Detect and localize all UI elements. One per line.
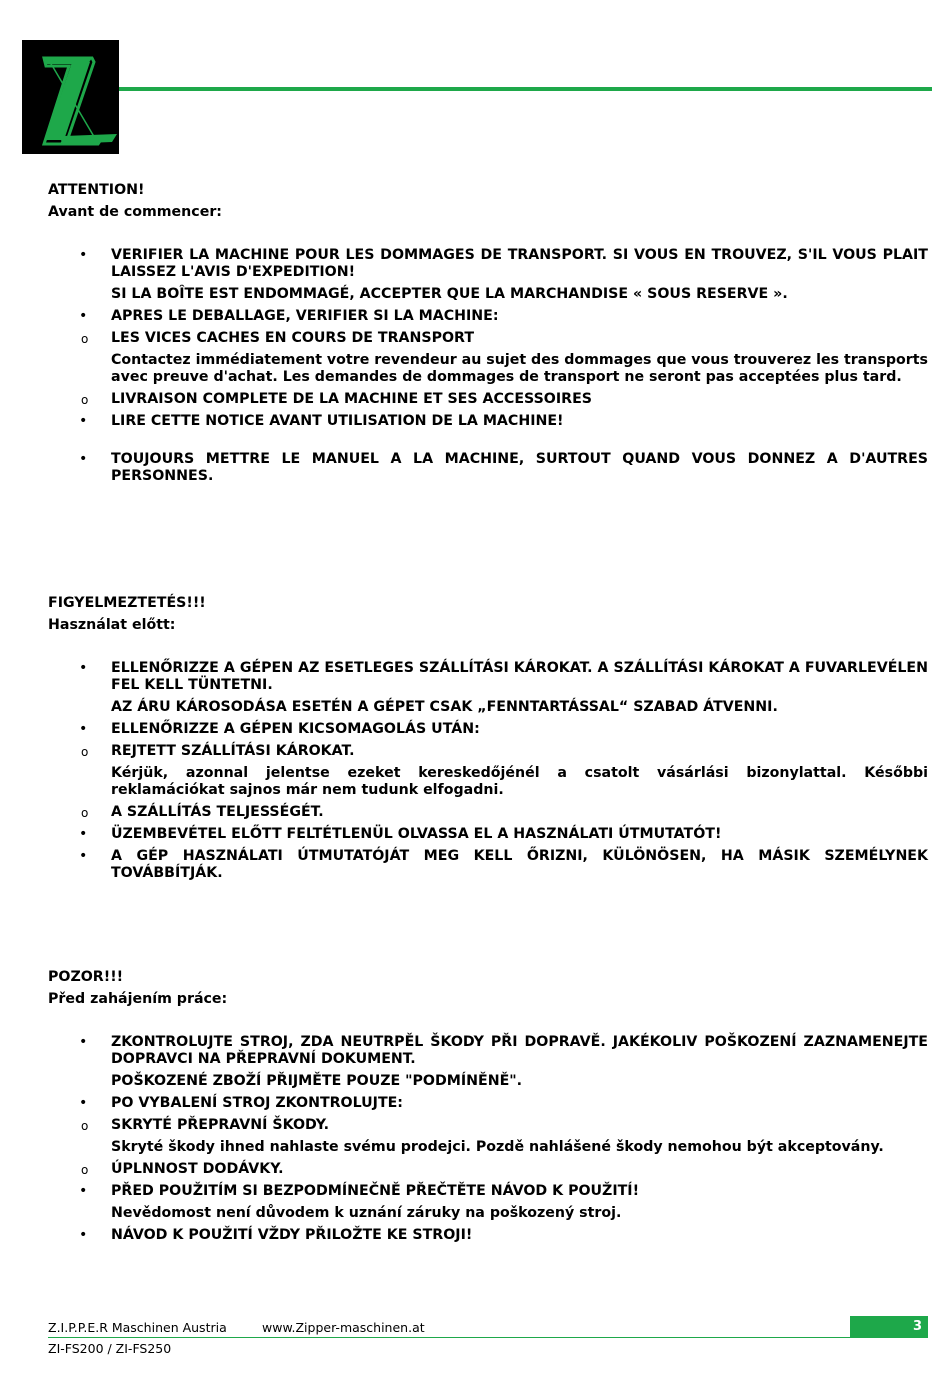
list-item: • A GÉP HASZNÁLATI ÚTMUTATÓJÁT MEG KELL ŐRIZNI, KÜLÖNÖSEN, HA MÁSIK SZEMÉLYNEK TOVÁBBÍTJÁK. [79,848,928,881]
circle-bullet-icon: o [81,332,89,346]
list-item: • APRES LE DEBALLAGE, VERIFIER SI LA MACHINE: o LES VICES CACHES EN COURS DE TRANSPORT Contactez immédiatement votre revendeur au sujet des dommages que vous trouverez les transports avec preuve d'achat. Les demandes de dommages de transport ne seront pas acceptées plus tard. o LIVRAISON COMPLETE DE LA MACHINE ET SES ACCESSOIRES [48,308,928,408]
bullet-icon: • [79,308,88,324]
section-title: FIGYELMEZTETÉS!!! [48,595,206,611]
list-item: • ÜZEMBEVÉTEL ELŐTT FELTÉTLENÜL OLVASSA EL A HASZNÁLATI ÚTMUTATÓT! [79,826,722,842]
section-czech [48,969,928,1249]
list-item: • ELLENŐRIZZE A GÉPEN KICSOMAGOLÁS UTÁN: o REJTETT SZÁLLÍTÁSI KÁROKAT. Kérjük, azonnal jelentse ezeket kereskedőjénél a csatolt vásárlási bizonylattal. Későbbi reklamációkat sajnos már nem tudunk elfogadni. o A SZÁLLÍTÁS TELJESSÉGÉT. [48,721,928,821]
bullet-icon: • [79,413,88,429]
circle-bullet-icon: o [81,393,89,407]
section-subtitle: Avant de commencer: [48,204,222,220]
bullet-icon: • [79,247,88,263]
bullet-icon: • [79,1227,88,1243]
footer-website: www.Zipper-maschinen.at [262,1320,425,1335]
sub-list-item: o LES VICES CACHES EN COURS DE TRANSPORT Contactez immédiatement votre revendeur au sujet des dommages que vous trouverez les transports avec preuve d'achat. Les demandes de dommages de transport ne seront pas acceptées plus tard. [81,330,928,385]
circle-bullet-icon: o [81,806,89,820]
sub-list-item: o ÚPLNNOST DODÁVKY. [81,1161,284,1177]
bullet-icon: • [79,451,88,467]
bullet-icon: • [79,848,88,864]
bullet-icon: • [79,721,88,737]
bullet-icon: • [79,660,88,676]
sub-list-item: o A SZÁLLÍTÁS TELJESSÉGÉT. [81,804,324,820]
list-item: • NÁVOD K POUŽITÍ VŽDY PŘILOŽTE KE STROJI! [79,1227,473,1243]
circle-bullet-icon: o [81,1163,89,1177]
zipper-logo [22,40,119,154]
sub-list-item: o SKRYTÉ PŘEPRAVNÍ ŠKODY. Skryté škody ihned nahlaste svému prodejci. Pozdě nahlášené škody nemohou být akceptovány. [81,1117,884,1155]
list-item: • ZKONTROLUJTE STROJ, ZDA NEUTRPĚL ŠKODY PŘI DOPRAVĚ. JAKÉKOLIV POŠKOZENÍ ZAZNAMENEJTE DOPRAVCI NA PŘEPRAVNÍ DOKUMENT. POŠKOZENÉ ZBOŽÍ PŘIJMĚTE POUZE "PODMÍNĚNĚ". [79,1034,928,1089]
list-item: • PO VYBALENÍ STROJ ZKONTROLUJTE: o SKRYTÉ PŘEPRAVNÍ ŠKODY. Skryté škody ihned nahlaste svému prodejci. Pozdě nahlášené škody nemohou být akceptovány. o ÚPLNNOST DODÁVKY. [48,1095,928,1178]
footer-model: ZI-FS200 / ZI-FS250 [48,1341,172,1356]
section-subtitle: Használat előtt: [48,617,176,633]
bullet-icon: • [79,1034,88,1050]
footer-rule [48,1337,928,1338]
section-hungarian [48,595,928,887]
sub-list-item: o LIVRAISON COMPLETE DE LA MACHINE ET SES ACCESSOIRES [81,391,592,407]
list-item: • ELLENŐRIZZE A GÉPEN AZ ESETLEGES SZÁLLÍTÁSI KÁROKAT. A SZÁLLÍTÁSI KÁROKAT A FUVARLEVÉLEN FEL KELL TÜNTETNI. AZ ÁRU KÁROSODÁSA ESETÉN A GÉPET CSAK „FENNTARTÁSSAL“ SZABAD ÁTVENNI. [79,660,928,715]
section-subtitle: Před zahájením práce: [48,991,228,1007]
bullet-icon: • [79,1095,88,1111]
section-french [48,182,928,490]
list-item: • LIRE CETTE NOTICE AVANT UTILISATION DE LA MACHINE! [79,413,564,429]
section-title: ATTENTION! [48,182,145,198]
bullet-icon: • [79,1183,88,1199]
list-item: • PŘED POUŽITÍM SI BEZPODMÍNEČNĚ PŘEČTĚTE NÁVOD K POUŽITÍ! Nevědomost není důvodem k uznání záruky na poškozený stroj. [79,1183,640,1221]
circle-bullet-icon: o [81,745,89,759]
page-number: 3 [850,1316,928,1338]
list-item: • VERIFIER LA MACHINE POUR LES DOMMAGES DE TRANSPORT. SI VOUS EN TROUVEZ, S'IL VOUS PLAIT LAISSEZ L'AVIS D'EXPEDITION! SI LA BOÎTE EST ENDOMMAGÉ, ACCEPTER QUE LA MARCHANDISE « SOUS RESERVE ». [79,247,928,302]
sub-list-item: o REJTETT SZÁLLÍTÁSI KÁROKAT. Kérjük, azonnal jelentse ezeket kereskedőjénél a csatolt vásárlási bizonylattal. Későbbi reklamációkat sajnos már nem tudunk elfogadni. [81,743,928,798]
circle-bullet-icon: o [81,1119,89,1133]
header-rule [119,87,932,91]
bullet-icon: • [79,826,88,842]
section-title: POZOR!!! [48,969,124,985]
footer-company: Z.I.P.P.E.R Maschinen Austria [48,1320,227,1335]
list-item: • TOUJOURS METTRE LE MANUEL A LA MACHINE, SURTOUT QUAND VOUS DONNEZ A D'AUTRES PERSONNES. [79,451,928,484]
